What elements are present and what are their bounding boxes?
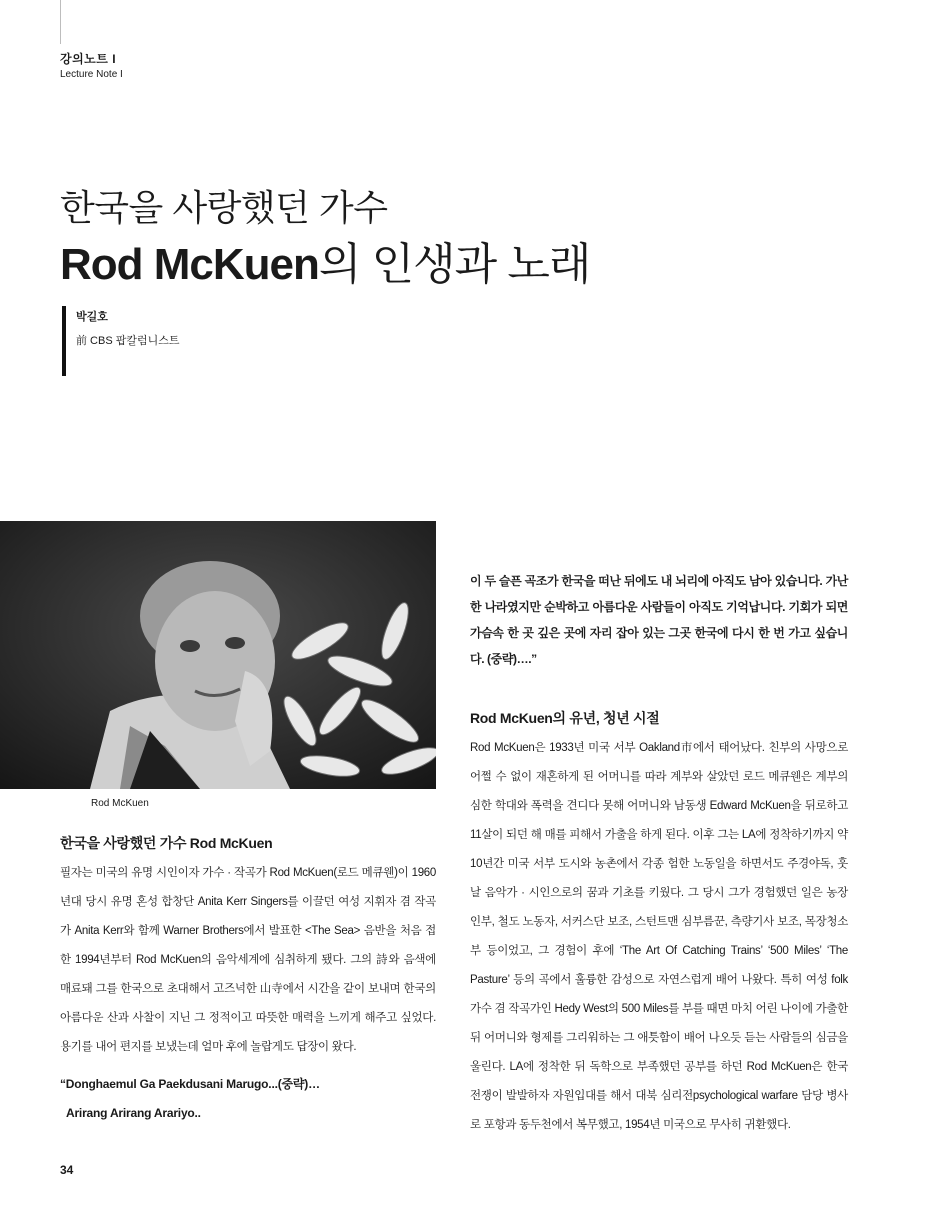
letter-quote-line-2: Arirang Arirang Arariyo.. bbox=[66, 1106, 201, 1120]
section-label-ko: 강의노트 I bbox=[60, 52, 117, 66]
letter-quote bbox=[60, 1070, 436, 1128]
photo-caption: Rod McKuen bbox=[91, 798, 149, 809]
section-label-en: Lecture Note I bbox=[60, 69, 123, 80]
section-1-body: 필자는 미국의 유명 시인이자 가수 · 작곡가 Rod McKuen(로드 메큐웬)이 1960년대 당시 유명 혼성 합창단 Anita Kerr Singers를 이끌던 여성 지휘자 겸 작곡가 Anita Kerr와 함께 Warner Brothers에서 발표한 <The Sea> 음반을 처음 접한 1994년부터 Rod McKuen의 음악세계에 심취하게 됐다. 그의 詩와 음색에 매료돼 그를 한국으로 초대해서 고즈넉한 山寺에서 시간을 같이 보내며 한국의 아름다운 산과 사찰이 지닌 그 정적이고 따뜻한 매력을 느끼게 해주고 싶었다. 용기를 내어 편지를 보냈는데 얼마 후에 놀랍게도 답장이 왔다. bbox=[60, 867, 436, 1053]
section-1-heading: 한국을 사랑했던 가수 Rod McKuen bbox=[60, 835, 273, 851]
section-1 bbox=[60, 833, 436, 1062]
top-rule bbox=[60, 0, 61, 44]
author-block bbox=[62, 306, 180, 376]
section-label bbox=[60, 50, 123, 80]
letter-quote-line-1: “Donghaemul Ga Paekdusani Marugo...(중략)… bbox=[60, 1077, 320, 1091]
author-name: 박길호 bbox=[76, 311, 108, 323]
page-number: 34 bbox=[60, 1163, 74, 1177]
title-name: Rod McKuen bbox=[60, 240, 319, 289]
portrait-photo bbox=[0, 521, 436, 789]
title-line-1: 한국을 사랑했던 가수 bbox=[60, 187, 388, 228]
author-role: 前 CBS 팝칼럼니스트 bbox=[76, 335, 180, 347]
title-rest: 의 인생과 노래 bbox=[318, 240, 591, 289]
right-column bbox=[470, 568, 848, 1140]
section-2-heading: Rod McKuen의 유년, 청년 시절 bbox=[470, 710, 660, 726]
title-line-2 bbox=[60, 228, 590, 292]
letter-quote-continued: 이 두 슬픈 곡조가 한국을 떠난 뒤에도 내 뇌리에 아직도 남아 있습니다. 가난한 나라였지만 순박하고 아름다운 사람들이 아직도 기억납니다. 기회가 되면 가슴속 한 곳 깊은 곳에 자리 잡아 있는 그곳 한국에 다시 한 번 가고 싶습니다. (중략)….” bbox=[470, 574, 848, 666]
section-2-body: Rod McKuen은 1933년 미국 서부 Oakland市에서 태어났다. 친부의 사망으로 어쩔 수 없이 재혼하게 된 어머니를 따라 계부와 살았던 로드 메큐웬은 계부의 심한 학대와 폭력을 견디다 못해 어머니와 남동생 Edward McKuen을 뒤로하고 11살이 되던 해 매를 피해서 가출을 하게 된다. 이후 그는 LA에 정착하기까지 약 10년간 미국 서부 도시와 농촌에서 각종 험한 노동일을 하면서도 주경야독, 훗날 음악가 · 시인으로의 꿈과 기초를 키웠다. 그 당시 그가 경험했던 일은 농장 인부, 철도 노동자, 서커스단 보조, 스턴트맨 심부름꾼, 측량기사 보조, 목장청소부 등이었고, 그 경험이 후에 ‘The Art Of Catching Trains’ ‘500 Miles’ ‘The Pasture’ 등의 곡에서 훌륭한 감성으로 자연스럽게 배어 나왔다. 특히 여성 folk 가수 겸 작곡가인 Hedy West의 500 Miles를 부를 때면 마치 어린 나이에 가출한 뒤 어머니와 형제를 그리워하는 그 애틋함이 배어 나오듯 듣는 사람들의 심금을 울린다. LA에 정착한 뒤 독학으로 부족했던 공부를 하던 Rod McKuen은 한국 전쟁이 발발하자 자원입대를 해서 대북 심리전psychological warfare 담당 병사로 포항과 동두천에서 복무했고, 1954년 미국으로 무사히 귀환했다. bbox=[470, 742, 848, 1131]
